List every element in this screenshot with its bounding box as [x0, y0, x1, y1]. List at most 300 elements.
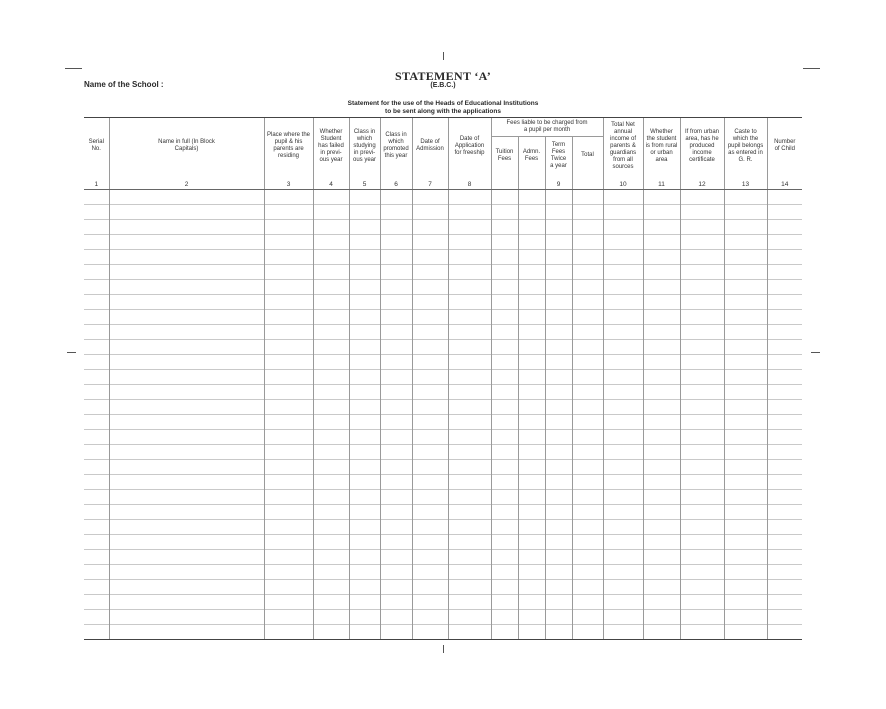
- table-cell[interactable]: [109, 475, 264, 490]
- table-cell[interactable]: [491, 535, 518, 550]
- table-cell[interactable]: [643, 385, 680, 400]
- table-cell[interactable]: [545, 295, 572, 310]
- table-cell[interactable]: [84, 310, 109, 325]
- table-cell[interactable]: [412, 280, 448, 295]
- table-cell[interactable]: [109, 625, 264, 640]
- table-cell[interactable]: [380, 565, 412, 580]
- table-cell[interactable]: [313, 235, 349, 250]
- table-cell[interactable]: [491, 400, 518, 415]
- table-cell[interactable]: [680, 445, 724, 460]
- table-cell[interactable]: [518, 430, 545, 445]
- table-cell[interactable]: [313, 415, 349, 430]
- table-cell[interactable]: [767, 580, 802, 595]
- table-cell[interactable]: [380, 265, 412, 280]
- table-cell[interactable]: [84, 370, 109, 385]
- table-cell[interactable]: [680, 235, 724, 250]
- table-cell[interactable]: [412, 505, 448, 520]
- table-cell[interactable]: [603, 520, 643, 535]
- table-cell[interactable]: [448, 460, 491, 475]
- table-cell[interactable]: [491, 460, 518, 475]
- table-cell[interactable]: [349, 610, 380, 625]
- table-cell[interactable]: [349, 220, 380, 235]
- table-cell[interactable]: [313, 535, 349, 550]
- table-cell[interactable]: [448, 565, 491, 580]
- table-cell[interactable]: [643, 355, 680, 370]
- table-cell[interactable]: [313, 385, 349, 400]
- table-cell[interactable]: [84, 595, 109, 610]
- table-cell[interactable]: [448, 250, 491, 265]
- table-cell[interactable]: [109, 400, 264, 415]
- table-cell[interactable]: [380, 355, 412, 370]
- table-cell[interactable]: [109, 340, 264, 355]
- table-cell[interactable]: [264, 310, 313, 325]
- table-cell[interactable]: [491, 370, 518, 385]
- table-cell[interactable]: [380, 205, 412, 220]
- table-cell[interactable]: [448, 550, 491, 565]
- table-cell[interactable]: [643, 475, 680, 490]
- table-cell[interactable]: [643, 595, 680, 610]
- table-cell[interactable]: [643, 610, 680, 625]
- table-cell[interactable]: [84, 475, 109, 490]
- table-cell[interactable]: [767, 460, 802, 475]
- table-cell[interactable]: [380, 370, 412, 385]
- table-cell[interactable]: [643, 190, 680, 205]
- table-cell[interactable]: [643, 310, 680, 325]
- table-cell[interactable]: [109, 385, 264, 400]
- table-cell[interactable]: [680, 250, 724, 265]
- table-cell[interactable]: [572, 610, 603, 625]
- table-cell[interactable]: [412, 460, 448, 475]
- table-cell[interactable]: [412, 205, 448, 220]
- table-cell[interactable]: [448, 280, 491, 295]
- table-cell[interactable]: [680, 580, 724, 595]
- table-cell[interactable]: [767, 370, 802, 385]
- table-cell[interactable]: [380, 550, 412, 565]
- table-cell[interactable]: [518, 265, 545, 280]
- table-cell[interactable]: [680, 595, 724, 610]
- table-cell[interactable]: [680, 265, 724, 280]
- table-cell[interactable]: [680, 280, 724, 295]
- table-cell[interactable]: [518, 385, 545, 400]
- table-cell[interactable]: [412, 535, 448, 550]
- table-cell[interactable]: [84, 400, 109, 415]
- table-cell[interactable]: [412, 370, 448, 385]
- table-cell[interactable]: [518, 295, 545, 310]
- table-cell[interactable]: [448, 475, 491, 490]
- table-cell[interactable]: [518, 460, 545, 475]
- table-cell[interactable]: [680, 205, 724, 220]
- table-cell[interactable]: [349, 340, 380, 355]
- table-cell[interactable]: [491, 265, 518, 280]
- table-cell[interactable]: [412, 235, 448, 250]
- table-cell[interactable]: [767, 400, 802, 415]
- table-cell[interactable]: [643, 580, 680, 595]
- table-cell[interactable]: [264, 520, 313, 535]
- table-cell[interactable]: [572, 400, 603, 415]
- table-cell[interactable]: [313, 355, 349, 370]
- table-cell[interactable]: [313, 550, 349, 565]
- table-cell[interactable]: [84, 490, 109, 505]
- table-cell[interactable]: [448, 235, 491, 250]
- table-cell[interactable]: [264, 190, 313, 205]
- table-cell[interactable]: [84, 460, 109, 475]
- table-cell[interactable]: [491, 490, 518, 505]
- table-cell[interactable]: [412, 355, 448, 370]
- table-cell[interactable]: [412, 415, 448, 430]
- table-cell[interactable]: [643, 445, 680, 460]
- table-cell[interactable]: [545, 400, 572, 415]
- table-cell[interactable]: [412, 595, 448, 610]
- table-cell[interactable]: [491, 445, 518, 460]
- table-cell[interactable]: [264, 505, 313, 520]
- table-cell[interactable]: [448, 595, 491, 610]
- table-cell[interactable]: [680, 565, 724, 580]
- table-cell[interactable]: [448, 295, 491, 310]
- table-cell[interactable]: [349, 565, 380, 580]
- table-cell[interactable]: [603, 205, 643, 220]
- table-cell[interactable]: [572, 475, 603, 490]
- table-cell[interactable]: [109, 280, 264, 295]
- table-cell[interactable]: [264, 385, 313, 400]
- table-cell[interactable]: [572, 445, 603, 460]
- table-cell[interactable]: [767, 355, 802, 370]
- table-cell[interactable]: [724, 445, 767, 460]
- table-cell[interactable]: [518, 490, 545, 505]
- table-cell[interactable]: [412, 445, 448, 460]
- table-cell[interactable]: [380, 385, 412, 400]
- table-cell[interactable]: [313, 295, 349, 310]
- table-cell[interactable]: [572, 415, 603, 430]
- table-cell[interactable]: [545, 385, 572, 400]
- table-cell[interactable]: [545, 580, 572, 595]
- table-cell[interactable]: [448, 625, 491, 640]
- table-cell[interactable]: [724, 520, 767, 535]
- table-cell[interactable]: [109, 595, 264, 610]
- table-cell[interactable]: [380, 490, 412, 505]
- table-cell[interactable]: [603, 355, 643, 370]
- table-cell[interactable]: [643, 565, 680, 580]
- table-cell[interactable]: [603, 370, 643, 385]
- table-cell[interactable]: [109, 550, 264, 565]
- table-cell[interactable]: [545, 505, 572, 520]
- table-cell[interactable]: [349, 355, 380, 370]
- table-cell[interactable]: [724, 205, 767, 220]
- table-cell[interactable]: [313, 280, 349, 295]
- table-cell[interactable]: [724, 535, 767, 550]
- table-cell[interactable]: [518, 400, 545, 415]
- table-cell[interactable]: [109, 505, 264, 520]
- table-cell[interactable]: [518, 520, 545, 535]
- table-cell[interactable]: [412, 250, 448, 265]
- table-cell[interactable]: [572, 370, 603, 385]
- table-cell[interactable]: [349, 205, 380, 220]
- table-cell[interactable]: [448, 400, 491, 415]
- table-cell[interactable]: [680, 400, 724, 415]
- table-cell[interactable]: [518, 325, 545, 340]
- table-cell[interactable]: [767, 220, 802, 235]
- table-cell[interactable]: [380, 595, 412, 610]
- table-cell[interactable]: [603, 190, 643, 205]
- table-cell[interactable]: [767, 595, 802, 610]
- table-cell[interactable]: [412, 610, 448, 625]
- table-cell[interactable]: [491, 280, 518, 295]
- table-cell[interactable]: [724, 595, 767, 610]
- table-cell[interactable]: [603, 340, 643, 355]
- table-cell[interactable]: [603, 235, 643, 250]
- table-cell[interactable]: [313, 190, 349, 205]
- table-cell[interactable]: [545, 595, 572, 610]
- table-cell[interactable]: [448, 505, 491, 520]
- table-cell[interactable]: [545, 415, 572, 430]
- table-cell[interactable]: [572, 265, 603, 280]
- table-cell[interactable]: [264, 535, 313, 550]
- table-cell[interactable]: [767, 325, 802, 340]
- table-cell[interactable]: [545, 355, 572, 370]
- table-cell[interactable]: [724, 400, 767, 415]
- table-cell[interactable]: [545, 430, 572, 445]
- table-cell[interactable]: [109, 490, 264, 505]
- table-cell[interactable]: [518, 595, 545, 610]
- table-cell[interactable]: [572, 220, 603, 235]
- table-cell[interactable]: [724, 250, 767, 265]
- table-cell[interactable]: [84, 625, 109, 640]
- table-cell[interactable]: [448, 445, 491, 460]
- table-cell[interactable]: [412, 400, 448, 415]
- table-cell[interactable]: [264, 430, 313, 445]
- table-cell[interactable]: [724, 415, 767, 430]
- table-cell[interactable]: [767, 340, 802, 355]
- table-cell[interactable]: [349, 265, 380, 280]
- table-cell[interactable]: [643, 535, 680, 550]
- table-cell[interactable]: [545, 550, 572, 565]
- table-cell[interactable]: [680, 190, 724, 205]
- table-cell[interactable]: [545, 250, 572, 265]
- table-cell[interactable]: [412, 310, 448, 325]
- table-cell[interactable]: [603, 505, 643, 520]
- table-cell[interactable]: [448, 520, 491, 535]
- table-cell[interactable]: [349, 625, 380, 640]
- table-cell[interactable]: [448, 205, 491, 220]
- table-cell[interactable]: [572, 355, 603, 370]
- table-cell[interactable]: [680, 310, 724, 325]
- table-cell[interactable]: [767, 190, 802, 205]
- table-cell[interactable]: [724, 505, 767, 520]
- table-cell[interactable]: [518, 475, 545, 490]
- table-cell[interactable]: [545, 475, 572, 490]
- table-cell[interactable]: [313, 625, 349, 640]
- table-cell[interactable]: [545, 280, 572, 295]
- table-cell[interactable]: [448, 370, 491, 385]
- table-cell[interactable]: [448, 190, 491, 205]
- table-cell[interactable]: [380, 295, 412, 310]
- table-cell[interactable]: [448, 610, 491, 625]
- table-cell[interactable]: [724, 580, 767, 595]
- table-cell[interactable]: [109, 610, 264, 625]
- table-cell[interactable]: [412, 550, 448, 565]
- table-cell[interactable]: [349, 490, 380, 505]
- table-cell[interactable]: [518, 370, 545, 385]
- table-cell[interactable]: [84, 610, 109, 625]
- table-cell[interactable]: [491, 295, 518, 310]
- table-cell[interactable]: [380, 280, 412, 295]
- table-cell[interactable]: [264, 250, 313, 265]
- table-cell[interactable]: [264, 565, 313, 580]
- table-cell[interactable]: [724, 430, 767, 445]
- table-cell[interactable]: [84, 265, 109, 280]
- table-cell[interactable]: [680, 355, 724, 370]
- table-cell[interactable]: [109, 190, 264, 205]
- table-cell[interactable]: [491, 595, 518, 610]
- table-cell[interactable]: [84, 250, 109, 265]
- table-cell[interactable]: [380, 220, 412, 235]
- table-cell[interactable]: [518, 565, 545, 580]
- table-cell[interactable]: [572, 190, 603, 205]
- table-cell[interactable]: [380, 340, 412, 355]
- table-cell[interactable]: [84, 325, 109, 340]
- table-cell[interactable]: [349, 400, 380, 415]
- table-cell[interactable]: [545, 220, 572, 235]
- table-cell[interactable]: [412, 580, 448, 595]
- table-cell[interactable]: [264, 550, 313, 565]
- table-cell[interactable]: [767, 550, 802, 565]
- table-cell[interactable]: [491, 310, 518, 325]
- table-cell[interactable]: [448, 310, 491, 325]
- table-cell[interactable]: [412, 565, 448, 580]
- table-cell[interactable]: [545, 610, 572, 625]
- table-cell[interactable]: [767, 430, 802, 445]
- table-cell[interactable]: [724, 490, 767, 505]
- table-cell[interactable]: [680, 505, 724, 520]
- table-cell[interactable]: [109, 355, 264, 370]
- table-cell[interactable]: [313, 490, 349, 505]
- table-cell[interactable]: [264, 280, 313, 295]
- table-cell[interactable]: [572, 535, 603, 550]
- table-cell[interactable]: [518, 355, 545, 370]
- table-cell[interactable]: [380, 580, 412, 595]
- table-cell[interactable]: [491, 430, 518, 445]
- table-cell[interactable]: [349, 280, 380, 295]
- table-cell[interactable]: [264, 445, 313, 460]
- table-cell[interactable]: [603, 325, 643, 340]
- table-cell[interactable]: [448, 340, 491, 355]
- table-cell[interactable]: [412, 190, 448, 205]
- table-cell[interactable]: [264, 580, 313, 595]
- table-cell[interactable]: [448, 580, 491, 595]
- table-cell[interactable]: [643, 220, 680, 235]
- table-cell[interactable]: [643, 250, 680, 265]
- table-cell[interactable]: [84, 535, 109, 550]
- table-cell[interactable]: [84, 235, 109, 250]
- table-cell[interactable]: [264, 370, 313, 385]
- table-cell[interactable]: [109, 535, 264, 550]
- table-cell[interactable]: [767, 625, 802, 640]
- table-cell[interactable]: [767, 505, 802, 520]
- table-cell[interactable]: [545, 460, 572, 475]
- table-cell[interactable]: [84, 205, 109, 220]
- table-cell[interactable]: [412, 385, 448, 400]
- table-cell[interactable]: [491, 325, 518, 340]
- table-cell[interactable]: [724, 460, 767, 475]
- table-cell[interactable]: [518, 220, 545, 235]
- table-cell[interactable]: [491, 355, 518, 370]
- table-cell[interactable]: [643, 490, 680, 505]
- table-cell[interactable]: [264, 460, 313, 475]
- table-cell[interactable]: [724, 235, 767, 250]
- table-cell[interactable]: [518, 340, 545, 355]
- table-cell[interactable]: [545, 370, 572, 385]
- table-cell[interactable]: [518, 250, 545, 265]
- table-cell[interactable]: [545, 310, 572, 325]
- table-cell[interactable]: [84, 505, 109, 520]
- table-cell[interactable]: [767, 535, 802, 550]
- table-cell[interactable]: [448, 535, 491, 550]
- table-cell[interactable]: [767, 520, 802, 535]
- table-cell[interactable]: [724, 355, 767, 370]
- table-cell[interactable]: [349, 295, 380, 310]
- table-cell[interactable]: [643, 430, 680, 445]
- table-cell[interactable]: [380, 250, 412, 265]
- table-cell[interactable]: [518, 310, 545, 325]
- table-cell[interactable]: [603, 565, 643, 580]
- table-cell[interactable]: [680, 385, 724, 400]
- table-cell[interactable]: [724, 550, 767, 565]
- table-cell[interactable]: [724, 190, 767, 205]
- table-cell[interactable]: [545, 265, 572, 280]
- table-cell[interactable]: [380, 520, 412, 535]
- table-cell[interactable]: [643, 235, 680, 250]
- table-cell[interactable]: [767, 385, 802, 400]
- table-cell[interactable]: [545, 520, 572, 535]
- table-cell[interactable]: [264, 235, 313, 250]
- table-cell[interactable]: [572, 325, 603, 340]
- table-cell[interactable]: [545, 490, 572, 505]
- table-cell[interactable]: [313, 505, 349, 520]
- table-cell[interactable]: [491, 475, 518, 490]
- table-cell[interactable]: [767, 235, 802, 250]
- table-cell[interactable]: [724, 370, 767, 385]
- table-cell[interactable]: [349, 505, 380, 520]
- table-cell[interactable]: [572, 625, 603, 640]
- table-cell[interactable]: [724, 220, 767, 235]
- table-cell[interactable]: [643, 340, 680, 355]
- table-cell[interactable]: [603, 400, 643, 415]
- table-cell[interactable]: [313, 430, 349, 445]
- table-cell[interactable]: [724, 325, 767, 340]
- table-cell[interactable]: [545, 190, 572, 205]
- table-cell[interactable]: [767, 205, 802, 220]
- table-cell[interactable]: [264, 265, 313, 280]
- table-cell[interactable]: [643, 460, 680, 475]
- table-cell[interactable]: [349, 250, 380, 265]
- table-cell[interactable]: [572, 490, 603, 505]
- table-cell[interactable]: [448, 415, 491, 430]
- table-cell[interactable]: [313, 445, 349, 460]
- table-cell[interactable]: [84, 430, 109, 445]
- table-cell[interactable]: [109, 265, 264, 280]
- table-cell[interactable]: [264, 610, 313, 625]
- table-cell[interactable]: [603, 295, 643, 310]
- table-cell[interactable]: [680, 550, 724, 565]
- table-cell[interactable]: [545, 235, 572, 250]
- table-cell[interactable]: [572, 385, 603, 400]
- table-cell[interactable]: [84, 580, 109, 595]
- table-cell[interactable]: [491, 505, 518, 520]
- table-cell[interactable]: [380, 460, 412, 475]
- table-cell[interactable]: [491, 580, 518, 595]
- table-cell[interactable]: [109, 235, 264, 250]
- table-cell[interactable]: [680, 295, 724, 310]
- table-cell[interactable]: [545, 340, 572, 355]
